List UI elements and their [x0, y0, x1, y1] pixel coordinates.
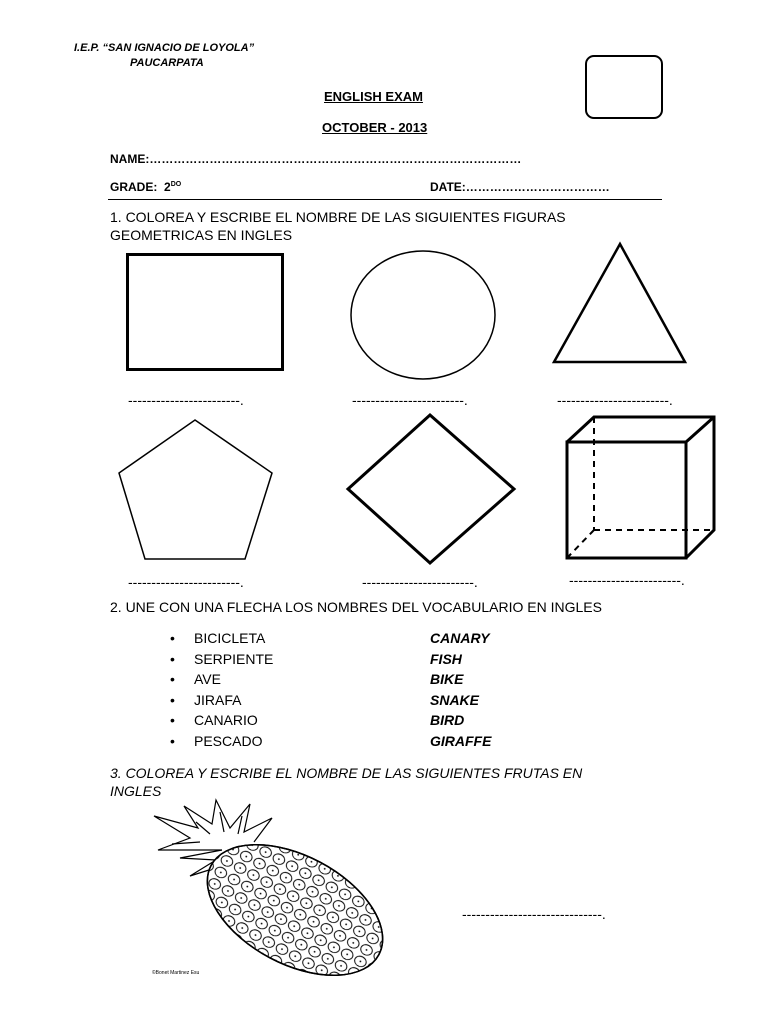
- english-word: CANARY: [430, 630, 490, 646]
- english-word: GIRAFFE: [430, 732, 492, 749]
- answer-blank-circle[interactable]: ------------------------.: [352, 392, 468, 408]
- bullet: •: [170, 691, 175, 708]
- bullet: •: [170, 630, 175, 646]
- bullet: •: [170, 650, 175, 667]
- spanish-word: JIRAFA: [194, 691, 242, 708]
- square-shape: [126, 253, 286, 373]
- school-district: PAUCARPATA: [130, 57, 204, 69]
- header-divider: [108, 199, 662, 200]
- grade-field: [110, 180, 181, 194]
- grade-label: GRADE:: [110, 180, 158, 194]
- date-fill: ………………………………: [465, 180, 610, 194]
- answer-blank-pentagon[interactable]: ------------------------.: [128, 574, 244, 590]
- name-fill: …………………………………………………………………………………: [149, 152, 522, 166]
- date-label: DATE:: [430, 180, 466, 194]
- answer-blank-square[interactable]: ------------------------.: [128, 392, 244, 408]
- section2-instruction: 2. UNE CON UNA FLECHA LOS NOMBRES DEL VOCABULARIO EN INGLES: [110, 599, 602, 615]
- score-box: [585, 55, 663, 119]
- exam-title: ENGLISH EXAM: [324, 89, 423, 104]
- vocabulary-list: [170, 630, 530, 753]
- exam-date: OCTOBER - 2013: [322, 120, 428, 135]
- bullet: •: [170, 671, 175, 687]
- school-name: I.E.P. “SAN IGNACIO DE LOYOLA”: [74, 42, 255, 54]
- rhombus-shape: [346, 413, 516, 565]
- vocab-row: [170, 651, 530, 672]
- section1-instruction-line1: 1. COLOREA Y ESCRIBE EL NOMBRE DE LAS SIGUIENTES FIGURAS: [110, 209, 566, 225]
- grade-suffix: DO: [170, 181, 182, 188]
- answer-blank-triangle[interactable]: ------------------------.: [557, 392, 673, 408]
- name-label: NAME:: [110, 152, 150, 166]
- spanish-word: PESCADO: [194, 732, 263, 749]
- vocab-row: [170, 692, 530, 713]
- pineapple-credit: ©Bonet Martinez Esu: [152, 970, 200, 976]
- pineapple-illustration: [150, 798, 400, 976]
- grade-value: 2: [164, 180, 171, 194]
- vocab-row: [170, 630, 530, 651]
- vocab-row: [170, 671, 530, 692]
- english-word: BIRD: [430, 712, 465, 728]
- circle-shape: [350, 250, 497, 380]
- answer-blank-rhombus[interactable]: ------------------------.: [362, 574, 478, 590]
- spanish-word: CANARIO: [194, 712, 258, 728]
- english-word: BIKE: [430, 671, 464, 687]
- cube-shape: [564, 415, 716, 560]
- vocab-row: [170, 733, 530, 754]
- bullet: •: [170, 732, 175, 749]
- name-field: [110, 152, 521, 166]
- spanish-word: AVE: [194, 671, 221, 687]
- date-field: [430, 180, 610, 194]
- answer-blank-pineapple[interactable]: ------------------------------.: [462, 906, 606, 922]
- section1-instruction-line2: GEOMETRICAS EN INGLES: [110, 227, 293, 243]
- section3-instruction-line1: 3. COLOREA Y ESCRIBE EL NOMBRE DE LAS SIGUIENTES FRUTAS EN: [110, 765, 583, 781]
- spanish-word: SERPIENTE: [194, 650, 274, 667]
- triangle-shape: [552, 242, 688, 364]
- bullet: •: [170, 712, 175, 728]
- answer-blank-cube[interactable]: ------------------------.: [569, 572, 685, 588]
- pentagon-shape: [117, 418, 275, 562]
- spanish-word: BICICLETA: [194, 630, 266, 646]
- english-word: SNAKE: [430, 691, 480, 708]
- vocab-row: [170, 712, 530, 733]
- english-word: FISH: [430, 650, 462, 667]
- section3-instruction-line2: INGLES: [110, 783, 162, 799]
